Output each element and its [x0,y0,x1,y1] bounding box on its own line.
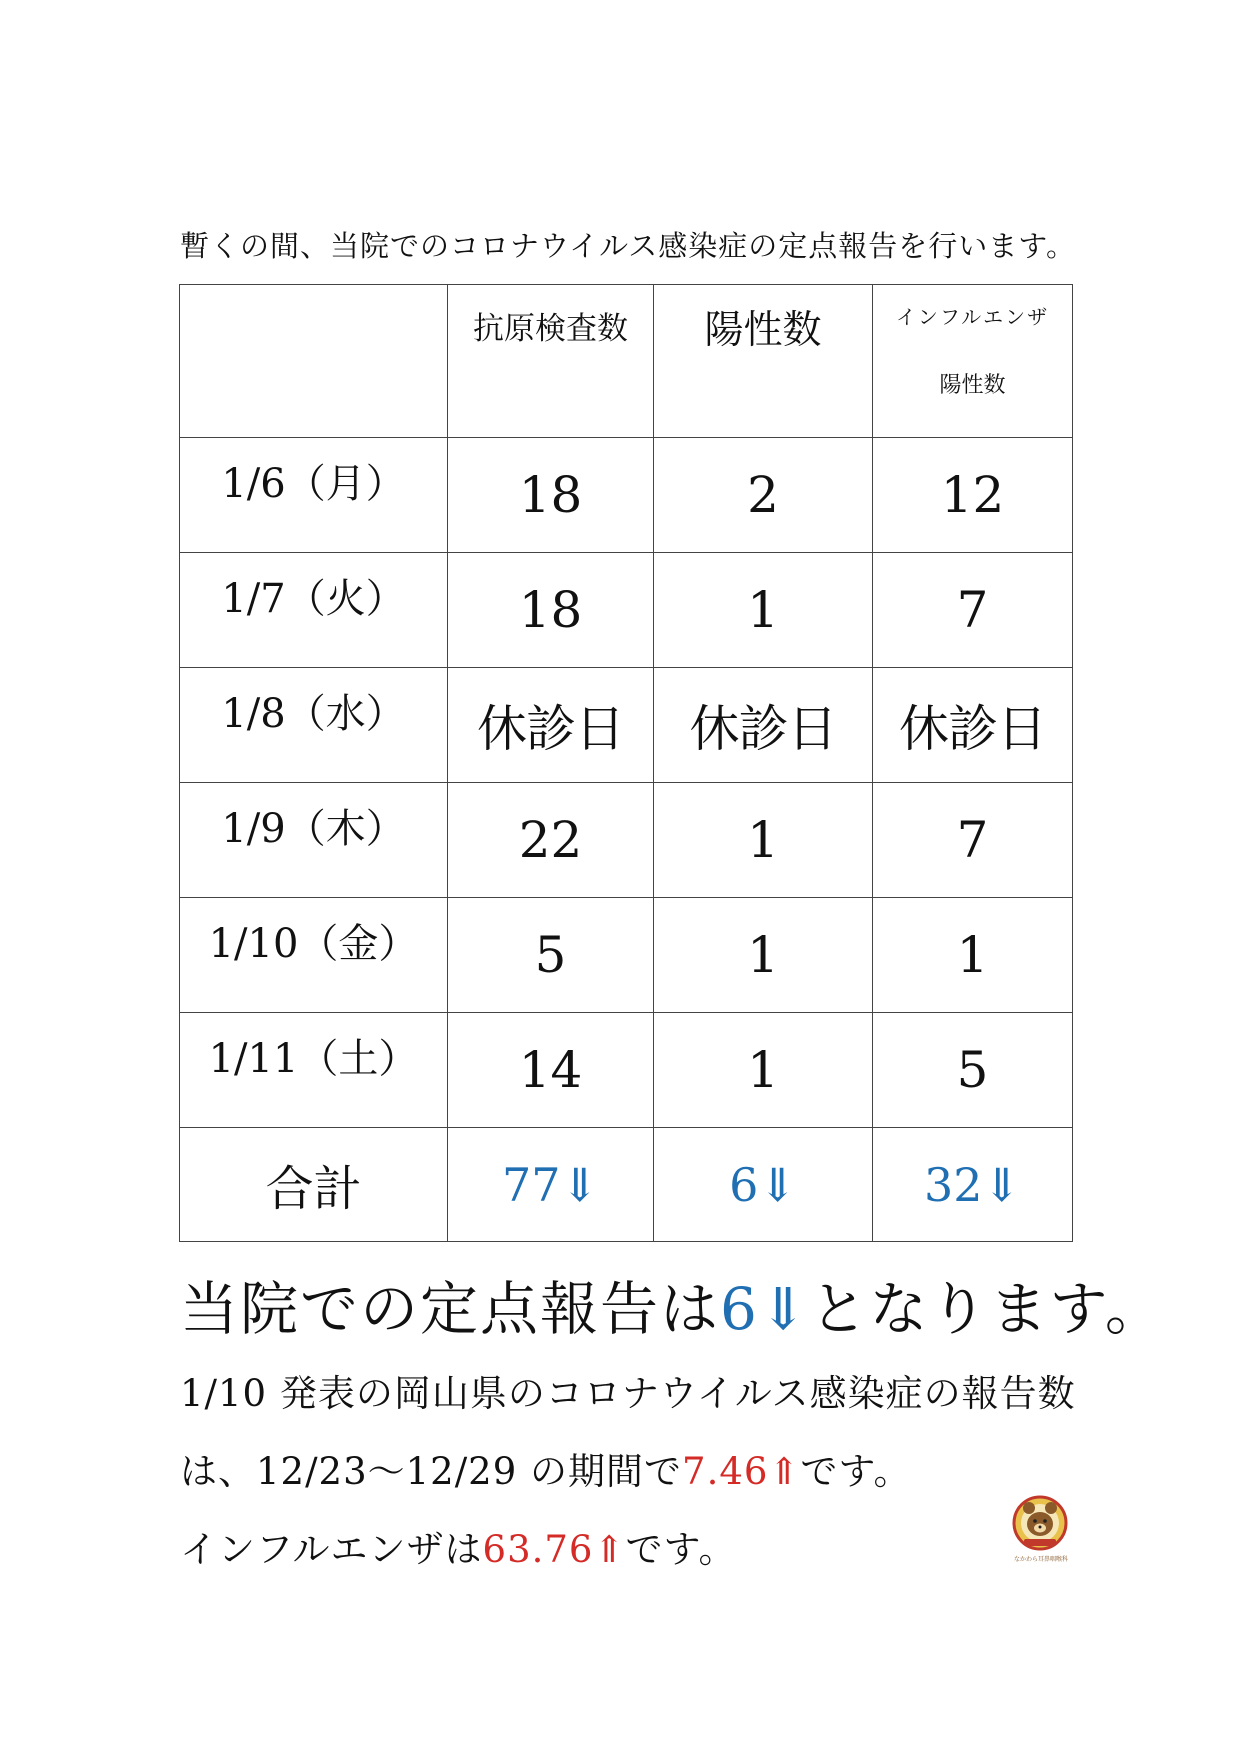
row-antigen: 5 [448,898,654,1013]
total-flu: 32⇓ [873,1128,1073,1242]
header-flu-line1: インフルエンザ [895,305,1050,329]
covid-rate-value: 7.46⇑ [682,1450,801,1493]
summary-value: 6⇓ [720,1275,810,1343]
summary-suffix: となります。 [809,1275,1165,1343]
total-positive: 6⇓ [654,1128,873,1242]
row-positive: 休診日 [654,668,873,783]
total-label: 合計 [180,1128,448,1242]
row-date: 1/8（水） [180,668,448,783]
row-flu: 5 [873,1013,1073,1128]
total-antigen: 77⇓ [448,1128,654,1242]
table-row [180,668,1073,783]
table-header-row [180,285,1073,438]
row-antigen: 22 [448,783,654,898]
table-row [180,1013,1073,1128]
header-positive: 陽性数 [654,285,873,438]
table-row [180,438,1073,553]
row-antigen: 18 [448,553,654,668]
clinic-logo-caption: なかわら耳鼻咽喉科 [1013,1556,1068,1563]
row-antigen: 休診日 [448,668,654,783]
prefecture-line2-suffix: です。 [800,1450,912,1493]
table-row [180,783,1073,898]
row-flu: 7 [873,783,1073,898]
header-antigen: 抗原検査数 [448,285,654,438]
prefecture-line2 [180,1441,911,1495]
row-flu: 休診日 [873,668,1073,783]
row-flu: 12 [873,438,1073,553]
clinic-logo-icon [1010,1490,1070,1560]
row-positive: 1 [654,553,873,668]
row-antigen: 18 [448,438,654,553]
row-date: 1/6（月） [180,438,448,553]
report-table [179,284,1073,1242]
prefecture-line3-prefix: インフルエンザは [180,1528,483,1571]
header-blank-cell [180,285,448,438]
header-flu [873,285,1073,438]
row-positive: 1 [654,898,873,1013]
summary-prefix: 当院での定点報告は [180,1275,721,1343]
row-antigen: 14 [448,1013,654,1128]
row-flu: 7 [873,553,1073,668]
row-date: 1/7（火） [180,553,448,668]
row-date: 1/9（木） [180,783,448,898]
prefecture-line1: 1/10 発表の岡山県のコロナウイルス感染症の報告数 [180,1372,1076,1415]
flu-rate-value: 63.76⇑ [482,1528,626,1571]
row-flu: 1 [873,898,1073,1013]
row-positive: 1 [654,1013,873,1128]
prefecture-line3-suffix: です。 [625,1528,737,1571]
row-date: 1/10（金） [180,898,448,1013]
prefecture-line2-prefix: は、12/23〜12/29 の期間で [180,1450,683,1493]
row-positive: 1 [654,783,873,898]
summary-statement [180,1262,1165,1346]
table-row [180,898,1073,1013]
table-total-row [180,1128,1073,1242]
intro-text: 暫くの間、当院でのコロナウイルス感染症の定点報告を行います。 [180,229,1076,263]
table-row [180,553,1073,668]
row-date: 1/11（土） [180,1013,448,1128]
header-flu-line2: 陽性数 [939,373,1006,398]
prefecture-line3 [180,1519,737,1573]
row-positive: 2 [654,438,873,553]
